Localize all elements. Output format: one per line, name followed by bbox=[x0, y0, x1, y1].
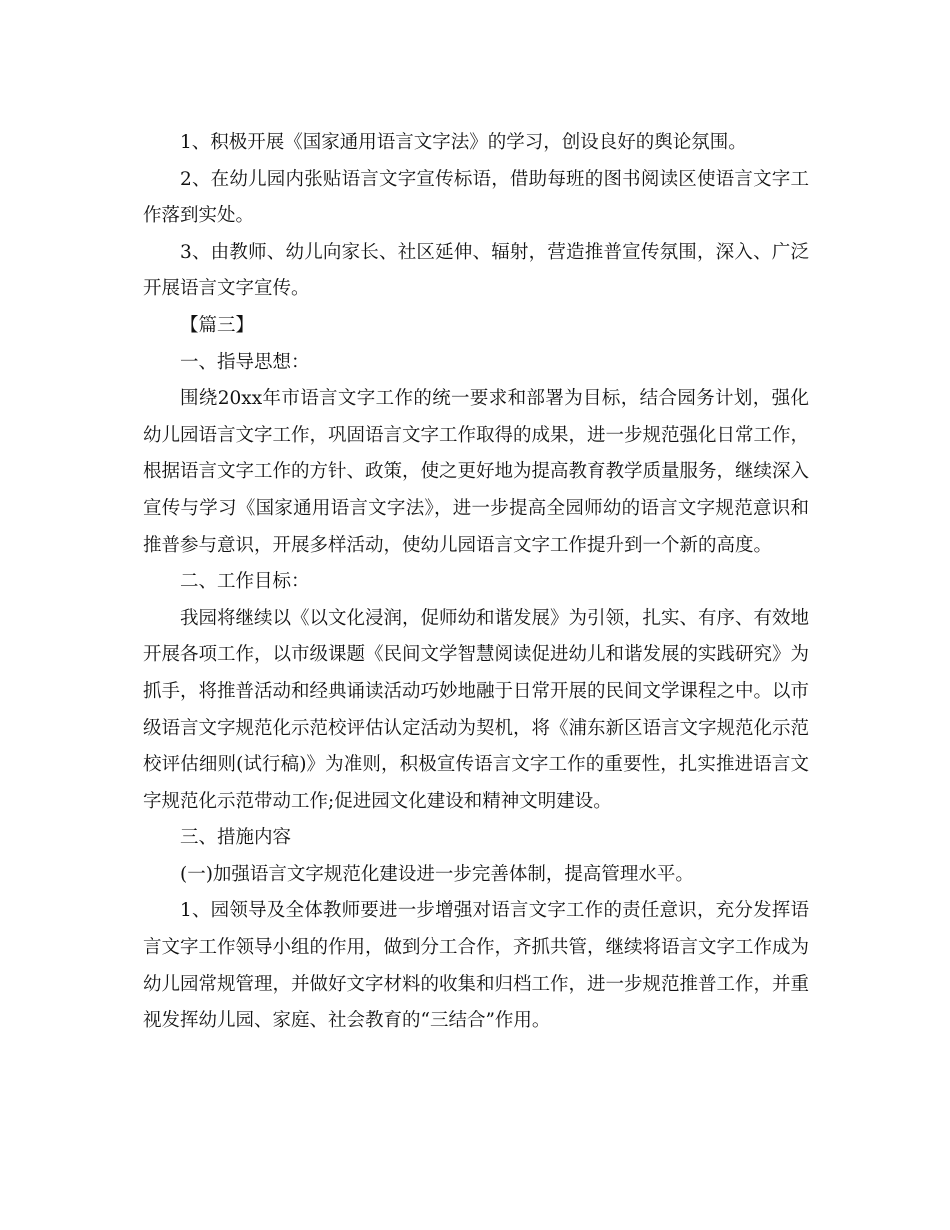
paragraph-measure-1: 1、园领导及全体教师要进一步增强对语言文字工作的责任意识，充分发挥语言文字工作领导小组的作用，做到分工合作，齐抓共管，继续将语言文字工作成为幼儿园常规管理，并做好文字材料的收集和归档工作，进一步规范推普工作，并重视发挥幼儿园、家庭、社会教育的“三结合”作用。 bbox=[143, 900, 810, 1032]
paragraph-item-2: 2、在幼儿园内张贴语言文字宣传标语，借助每班的图书阅读区使语言文字工作落到实处。 bbox=[143, 168, 809, 227]
paragraph-guiding-ideology: 围绕20xx年市语言文字工作的统一要求和部署为目标，结合园务计划，强化幼儿园语言文字工作，巩固语言文字工作取得的成果，进一步规范强化日常工作，根据语言文字工作的方针、政策，使之更好地为提高教育教学质量服务，继续深入宣传与学习《国家通用语言文字法》，进一步提高全园师幼的语言文字规范意识和推普参与意识，开展多样活动，使幼儿园语言文字工作提升到一个新的高度。 bbox=[143, 388, 810, 556]
paragraph-work-goals: 我园将继续以《以文化浸润，促师幼和谐发展》为引领，扎实、有序、有效地开展各项工作，以市级课题《民间文学智慧阅读促进幼儿和谐发展的实践研究》为抓手，将推普活动和经典诵读活动巧妙地融于日常开展的民间文学课程之中。以市级语言文字规范化示范校评估认定活动为契机，将《浦东新区语言文字规范化示范校评估细则(试行稿)》为准则，积极宣传语言文字工作的重要性，扎实推进语言文字规范化示范带动工作;促进园文化建设和精神文明建设。 bbox=[143, 607, 810, 812]
subsection-heading-strengthen: (一)加强语言文字规范化建设进一步完善体制，提高管理水平。 bbox=[180, 863, 694, 885]
section-heading-guiding-ideology: 一、指导思想： bbox=[180, 351, 310, 373]
section-heading-work-goals: 二、工作目标： bbox=[180, 571, 310, 593]
paragraph-item-1: 1、积极开展《国家通用语言文字法》的学习，创设良好的舆论氛围。 bbox=[180, 132, 747, 153]
paragraph-item-3: 3、由教师、幼儿向家长、社区延伸、辐射，营造推普宣传氛围，深入、广泛开展语言文字宣传。 bbox=[143, 241, 809, 300]
section-heading-part-three: 【篇三】 bbox=[180, 314, 255, 336]
document-body bbox=[143, 125, 809, 1040]
section-heading-measures: 三、措施内容 bbox=[180, 827, 292, 849]
